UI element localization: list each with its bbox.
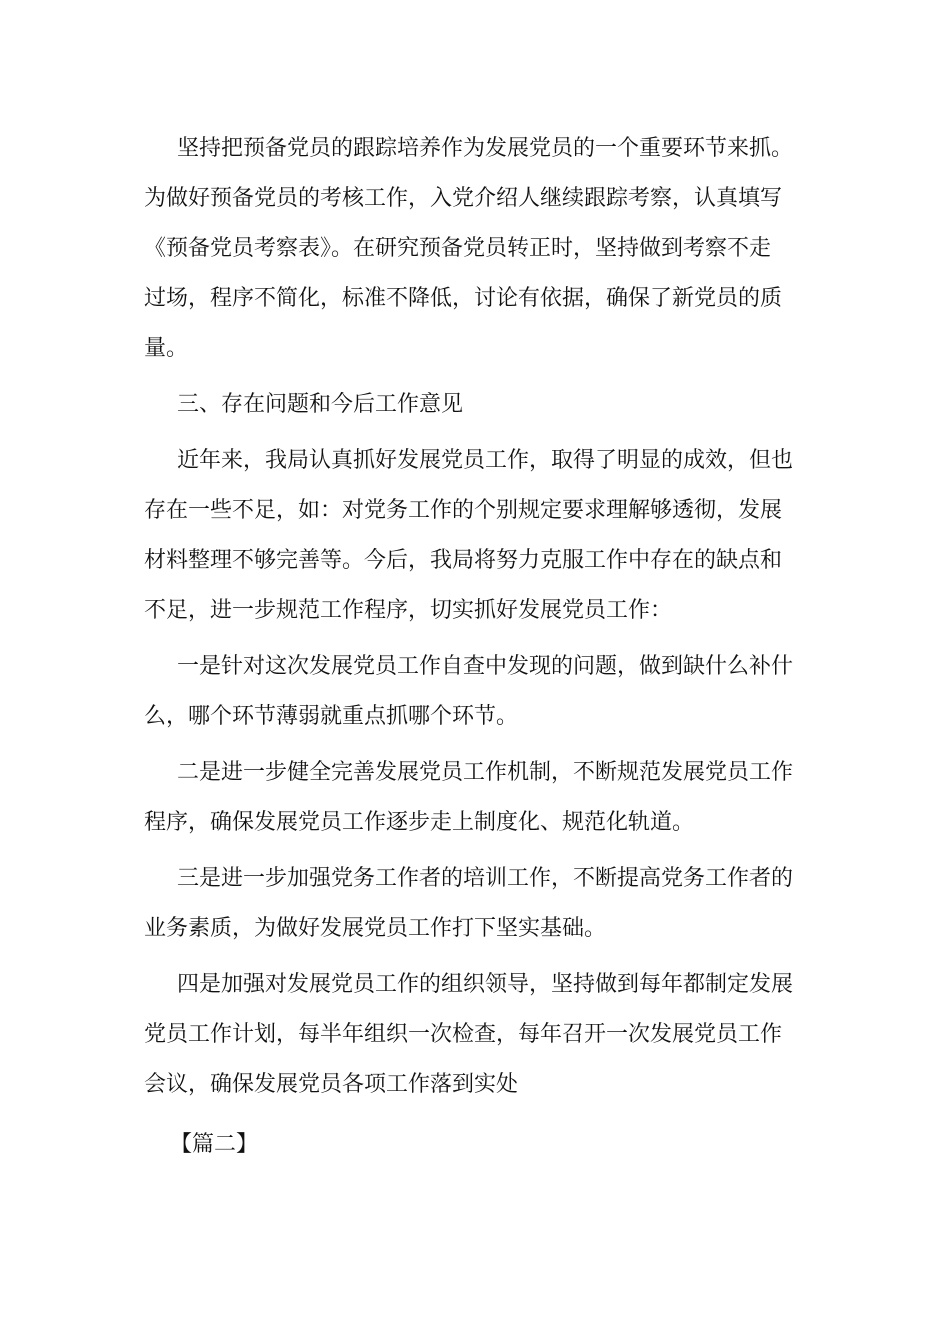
text-line: 存在一些不足，如：对党务工作的个别规定要求理解够透彻，发展 — [144, 498, 783, 523]
paragraph-item-four — [144, 960, 806, 1110]
text-line: 程序，确保发展党员工作逐步走上制度化、规范化轨道。 — [144, 810, 695, 835]
section-mark-part-two: 【篇二】 — [170, 1132, 259, 1157]
paragraph-item-three — [144, 854, 806, 954]
text-line: 四是加强对发展党员工作的组织领导，坚持做到每年都制定发展 — [177, 972, 794, 997]
text-line: 业务素质，为做好发展党员工作打下坚实基础。 — [144, 916, 607, 941]
paragraph-problems — [144, 436, 806, 636]
paragraph-probationary-members — [144, 124, 806, 374]
text-line: 党员工作计划，每半年组织一次检查，每年召开一次发展党员工作 — [144, 1022, 783, 1047]
text-line: 材料整理不够完善等。今后，我局将努力克服工作中存在的缺点和 — [144, 548, 783, 573]
paragraph-item-two — [144, 748, 806, 848]
text-line: 近年来，我局认真抓好发展党员工作，取得了明显的成效，但也 — [177, 448, 794, 473]
section-heading: 三、存在问题和今后工作意见 — [177, 392, 464, 417]
text-line: 么，哪个环节薄弱就重点抓哪个环节。 — [144, 704, 519, 729]
text-line: 坚持把预备党员的跟踪培养作为发展党员的一个重要环节来抓。 — [177, 136, 794, 161]
paragraph-item-one — [144, 642, 806, 742]
text-line: 不足，进一步规范工作程序，切实抓好发展党员工作： — [144, 598, 673, 623]
text-line: 量。 — [144, 336, 189, 361]
text-line: 过场，程序不简化，标准不降低，讨论有依据，确保了新党员的质 — [144, 286, 783, 311]
document-body — [144, 124, 806, 1170]
text-line: 会议，确保发展党员各项工作落到实处 — [144, 1072, 519, 1097]
text-line: 一是针对这次发展党员工作自查中发现的问题，做到缺什么补什 — [177, 654, 794, 679]
text-line: 三是进一步加强党务工作者的培训工作，不断提高党务工作者的 — [177, 866, 794, 891]
text-line: 二是进一步健全完善发展党员工作机制，不断规范发展党员工作 — [177, 760, 794, 785]
text-line: 《预备党员考察表》。在研究预备党员转正时，坚持做到考察不走 — [144, 236, 772, 261]
text-line: 为做好预备党员的考核工作，入党介绍人继续跟踪考察，认真填写 — [144, 186, 783, 211]
